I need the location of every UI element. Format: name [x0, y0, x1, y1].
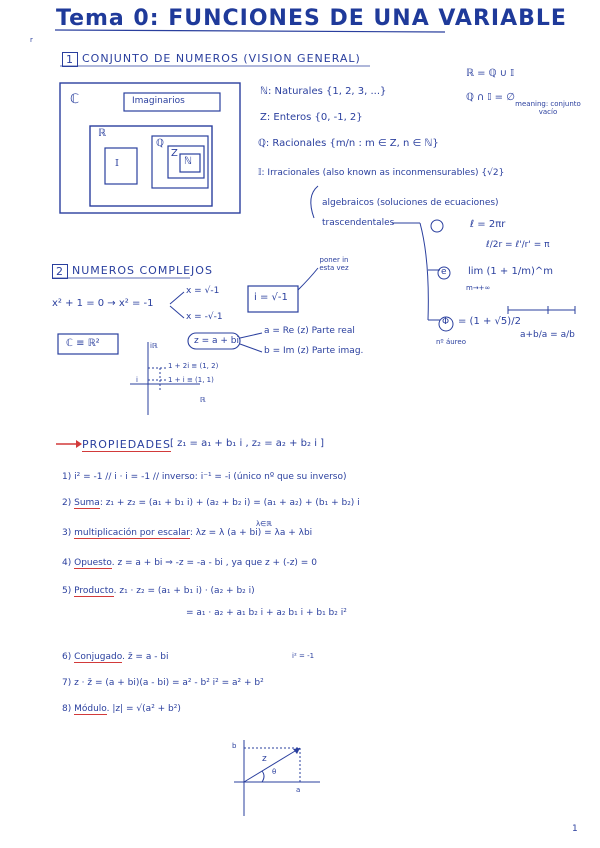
point1: 1 + 2i ≡ (1, 2)	[168, 362, 219, 370]
property-8-text: . |z| = √(a² + b²)	[106, 704, 181, 714]
corner-mark: r	[30, 36, 33, 44]
property-2-text: : z₁ + z₂ = (a₁ + b₁ i) + (a₂ + b₂ i) = (a₁ + a₂) + (b₁ + b₂) i	[99, 498, 360, 508]
phi-equation: = (1 + √5)/2	[458, 316, 521, 327]
property-6	[62, 652, 169, 662]
property-8-number: 8)	[62, 704, 75, 714]
venn-Z: Z	[171, 148, 178, 159]
property-5b: = a₁ · a₂ + a₁ b₂ i + a₂ b₁ i + b₁ b₂ i²	[186, 608, 347, 618]
C-equals-R2: ℂ ≡ ℝ²	[66, 338, 100, 349]
phi-name: nº áureo	[436, 338, 466, 346]
axis-i-label: i	[136, 376, 138, 384]
property-4-label: Opuesto	[74, 558, 112, 568]
venn-imaginarios: Imaginarios	[132, 96, 185, 106]
enteros-line: Z: Enteros {0, -1, 2}	[260, 112, 363, 123]
property-5-number: 5)	[62, 586, 75, 596]
property-6-number: 6)	[62, 652, 75, 662]
venn-N: ℕ	[184, 156, 193, 167]
axis-real: ℝ	[200, 396, 206, 404]
imag-part: b = Im (z) Parte imag.	[264, 346, 364, 356]
property-5-label: Producto	[74, 586, 114, 596]
i-definition: i = √-1	[254, 292, 288, 303]
page-title: Tema 0: FUNCIONES DE UNA VARIABLE	[56, 6, 567, 31]
Q-intersection: ℚ ∩ 𝕀 = ∅	[466, 92, 515, 103]
venn-I: 𝕀	[115, 158, 119, 169]
point2: 1 + i ≡ (1, 1)	[168, 376, 214, 384]
i-note: poner in esta vez	[319, 256, 349, 272]
property-2	[62, 498, 360, 508]
venn-R: ℝ	[98, 128, 106, 139]
pi-ratio: ℓ/2r = ℓ'/r' = π	[486, 240, 550, 250]
complex-equation: x² + 1 = 0 → x² = -1	[52, 298, 154, 309]
algebraicos-line: algebraicos (soluciones de ecuaciones)	[322, 198, 499, 208]
property-4-text: . z = a + bi ⇒ -z = -a - bi , ya que z + (-z) = 0	[111, 558, 317, 568]
naturales-line: ℕ: Naturales {1, 2, 3, ...}	[260, 86, 387, 97]
figure-z: z	[262, 754, 267, 764]
property-6-note: i² = -1	[292, 652, 315, 660]
property-5-text: . z₁ · z₂ = (a₁ + b₁ i) · (a₂ + b₂ i)	[113, 586, 255, 596]
section2-number: 2	[52, 264, 68, 279]
propiedades-heading: PROPIEDADES	[82, 438, 171, 451]
property-4-number: 4)	[62, 558, 75, 568]
figure-a: a	[296, 786, 301, 794]
e-limit: lim (1 + 1/m)^m	[468, 266, 553, 277]
e-label: e	[441, 267, 447, 277]
R-union: ℝ = ℚ ∪ 𝕀	[466, 68, 515, 79]
property-3-sup: λ∈ℝ	[256, 520, 272, 528]
pi-equation: ℓ = 2πr	[470, 219, 506, 230]
racionales-line: ℚ: Racionales {m/n : m ∈ Z, n ∈ ℕ}	[258, 138, 439, 149]
property-3-label: multiplicación por escalar	[74, 528, 190, 538]
trascendentales-line: trascendentales	[322, 218, 395, 228]
section1-number: 1	[62, 52, 78, 67]
phi-ratio: a+b/a = a/b	[520, 330, 575, 340]
property-8	[62, 704, 181, 714]
property-8-label: Módulo	[74, 704, 107, 714]
root-negative: x = -√-1	[186, 312, 223, 322]
property-6-text: . z̄ = a - bi	[122, 652, 169, 662]
property-6-label: Conjugado	[74, 652, 123, 662]
e-limit-sub: m→+∞	[466, 284, 491, 292]
property-4	[62, 558, 317, 568]
irracionales-line: 𝕀: Irracionales (also known as inconmensurables) {√2}	[258, 168, 505, 178]
property-3	[62, 528, 312, 538]
real-part: a = Re (z) Parte real	[264, 326, 355, 336]
section2-heading: NUMEROS COMPLEJOS	[72, 264, 213, 277]
page-number: 1	[572, 824, 578, 834]
figure-b: b	[232, 742, 237, 750]
section1-heading: CONJUNTO DE NUMEROS (VISION GENERAL)	[82, 52, 361, 65]
z-form: z = a + bi	[194, 336, 239, 346]
root-positive: x = √-1	[186, 286, 220, 296]
property-5	[62, 586, 255, 596]
property-3-number: 3)	[62, 528, 75, 538]
axis-imag: iℝ	[150, 342, 158, 350]
venn-Q: ℚ	[156, 138, 164, 149]
property-2-label: Suma	[74, 498, 100, 508]
venn-C: ℂ	[70, 92, 80, 107]
property-2-number: 2)	[62, 498, 75, 508]
property-7: 7) z · z̄ = (a + bi)(a - bi) = a² - b² i² = a² + b²	[62, 678, 264, 688]
property-3-text: : λz = λ (a + bi) = λa + λbi	[189, 528, 313, 538]
empty-set-note: meaning: conjunto vacío	[515, 100, 581, 116]
phi-label: Φ	[442, 317, 450, 327]
figure-theta: θ	[272, 768, 277, 776]
propiedades-defs: [ z₁ = a₁ + b₁ i , z₂ = a₂ + b₂ i ]	[170, 438, 325, 449]
property-1: 1) i² = -1 // i · i = -1 // inverso: i⁻¹ = -i (único nº que su inverso)	[62, 472, 347, 482]
